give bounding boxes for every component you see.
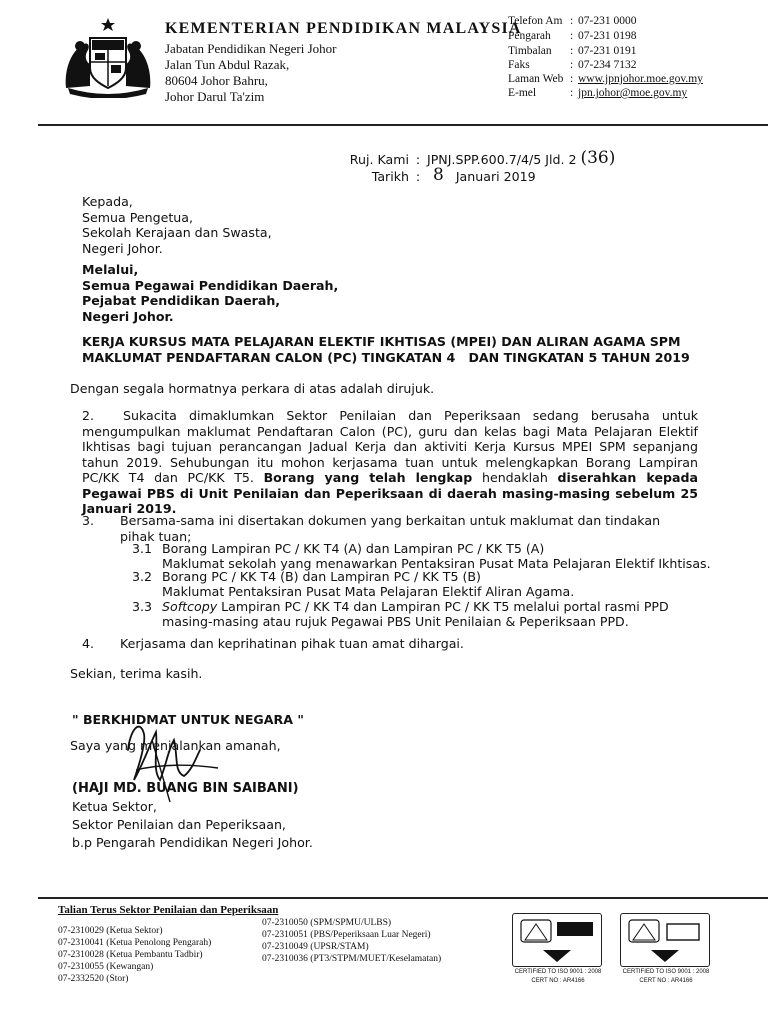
sub-item-title: Borang PC / KK T4 (B) dan Lampiran PC / KK T5 (B) xyxy=(162,569,481,584)
via-line: Pejabat Pendidikan Daerah, xyxy=(82,293,281,308)
footer-phone-line: 07-2310041 (Ketua Penolong Pengarah) xyxy=(58,938,212,948)
footer-phone-line: 07-2310036 (PT3/STPM/MUET/Keselamatan) xyxy=(262,954,442,964)
motto: " BERKHIDMAT UNTUK NEGARA " xyxy=(72,712,304,727)
contact-label: Pengarah xyxy=(508,30,551,42)
address-line: Johor Darul Ta'zim xyxy=(165,89,265,104)
footer-phone-list xyxy=(58,925,211,985)
letter-subject xyxy=(82,334,692,365)
paragraph-text: Sukacita dimaklumkan Sektor Penilaian dan Peperiksaan sedang berusaha untuk mengumpulkan maklumat Pendaftaran Calon (PC), guru dan kelas bagi Mata Pelajaran Elektif Ikhtisas bagi tujuan perancangan Jadual Kerja dan aktiviti Kerja Kursus MPEI SPM sepanjang tahun 2019. Sehubungan itu mohon kerjasama tuan untuk melengkapkan Borang Lampiran PC/KK T4 dan PC/KK T5. xyxy=(82,408,698,485)
footer-phone-line: 07-2310050 (SPM/SPMU/ULBS) xyxy=(262,918,392,928)
contact-label: Laman Web xyxy=(508,73,564,85)
footer-phone-line: 07-2310049 (UPSR/STAM) xyxy=(262,942,369,952)
paragraph-3: Bersama-sama ini disertakan dokumen yang berkaitan untuk maklumat dan tindakan pihak tuan; xyxy=(120,513,661,544)
contact-value: 07-231 0000 xyxy=(578,15,637,27)
signoff-line: Saya yang menjalankan amanah, xyxy=(70,738,281,753)
address-line: Jabatan Pendidikan Negeri Johor xyxy=(165,41,337,56)
sub-item-number: 3.1 xyxy=(132,541,153,556)
footer-phone-line: 07-2310051 (PBS/Peperiksaan Luar Negeri) xyxy=(262,930,431,940)
footer-phone-line: 07-2310055 (Kewangan) xyxy=(58,962,154,972)
ref-label: Ruj. Kami xyxy=(349,152,409,167)
footer-title: Talian Terus Sektor Penilaian dan Peperiksaan xyxy=(58,904,279,916)
via-line: Negeri Johor. xyxy=(82,308,174,324)
contact-label: Telefon Am xyxy=(508,15,563,27)
recipient-line: Semua Pengetua, xyxy=(82,209,193,225)
contact-separator: : xyxy=(570,45,574,57)
address-line: 80604 Johor Bahru, xyxy=(165,73,268,88)
footer-phone-list xyxy=(262,917,441,965)
email-link[interactable]: jpn.johor@moe.gov.my xyxy=(578,87,688,99)
ministry-name: KEMENTERIAN PENDIDIKAN MALAYSIA xyxy=(165,20,522,37)
cert-caption: CERTIFIED TO ISO 9001 : 2008 xyxy=(622,969,710,975)
via-line: Semua Pegawai Pendidikan Daerah, xyxy=(82,277,339,293)
sub-item-number: 3.3 xyxy=(132,599,153,614)
footer-phone-line: 07-2310028 (Ketua Pembantu Tadbir) xyxy=(58,950,203,960)
subject-line: MAKLUMAT PENDAFTARAN CALON (PC) TINGKATAN 4 DAN TINGKATAN 5 TAHUN 2019 xyxy=(82,349,690,365)
salutation: Dengan segala hormatnya perkara di atas adalah dirujuk. xyxy=(70,381,435,396)
signer-name: (HAJI MD. BUANG BIN SAIBANI) xyxy=(72,781,299,796)
quality-system-icon xyxy=(513,914,601,966)
paragraph-number: 3. xyxy=(82,513,95,528)
ref-value: JPNJ.SPP.600.7/4/5 Jld. 2 xyxy=(427,152,577,167)
sub-item-number: 3.2 xyxy=(132,569,153,584)
date-handwritten-day: 8 xyxy=(433,165,444,185)
paragraph-text: hendaklah xyxy=(472,470,558,485)
paragraph-bold-text: Borang yang telah lengkap xyxy=(263,470,473,485)
header-divider xyxy=(38,124,768,126)
sub-item-italic: Softcopy xyxy=(162,599,218,614)
paragraph-bold-text: diserahkan kepada Pegawai PBS di Unit Penilaian dan Peperiksaan di daerah masing-masing sebelum 25 Januari 2019. xyxy=(82,470,699,516)
date-separator: : xyxy=(415,169,421,184)
cert-caption: CERTIFIED TO ISO 9001 : 2008 xyxy=(514,969,602,975)
reference-block xyxy=(347,148,616,185)
sub-item-title: Borang Lampiran PC / KK T4 (A) dan Lampiran PC / KK T5 (A) xyxy=(162,541,545,556)
quality-system-icon xyxy=(621,914,709,966)
sub-item-description: Maklumat sekolah yang menawarkan Pentaksiran Pusat Mata Pelajaran Elektif Ikhtisas. xyxy=(162,556,711,571)
contact-value: 07-231 0191 xyxy=(578,45,637,57)
paragraph-2 xyxy=(82,408,698,517)
paragraph-4: Kerjasama dan keprihatinan pihak tuan amat dihargai. xyxy=(120,636,464,651)
address-line: Jalan Tun Abdul Razak, xyxy=(165,57,290,72)
contact-label: Timbalan xyxy=(508,45,552,57)
signer-title: Sektor Penilaian dan Peperiksaan, xyxy=(72,817,286,832)
contact-label: Faks xyxy=(508,59,530,71)
contact-label: E-mel xyxy=(508,87,537,99)
closing-line: Sekian, terima kasih. xyxy=(70,666,203,681)
recipient-block xyxy=(82,194,272,256)
contact-value: 07-234 7132 xyxy=(578,59,637,71)
coat-of-arms-logo xyxy=(58,16,158,98)
paragraph-number: 2. xyxy=(82,408,95,423)
sub-item-description: Maklumat Pentaksiran Pusat Mata Pelajaran Elektif Aliran Agama. xyxy=(162,584,575,599)
date-label: Tarikh xyxy=(371,169,409,184)
signer-title: b.p Pengarah Pendidikan Negeri Johor. xyxy=(72,835,313,850)
recipient-line: Sekolah Kerajaan dan Swasta, xyxy=(82,225,272,240)
via-block xyxy=(82,262,338,324)
sub-item-title-text: Lampiran PC / KK T4 dan Lampiran PC / KK T5 melalui portal rasmi PPD xyxy=(217,599,669,614)
signer-title: Ketua Sektor, xyxy=(72,799,157,814)
contact-separator: : xyxy=(570,15,574,27)
quality-system-badge xyxy=(512,913,602,967)
sub-item-title xyxy=(162,599,669,614)
ref-separator: : xyxy=(415,152,421,167)
via-line: Melalui, xyxy=(82,262,139,277)
cert-number: CERT NO : AR4166 xyxy=(639,978,693,984)
paragraph-number: 4. xyxy=(82,636,95,651)
footer-phone-line: 07-2310029 (Ketua Sektor) xyxy=(58,926,163,936)
website-link[interactable]: www.jpnjohor.moe.gov.my xyxy=(578,73,704,85)
recipient-line: Kepada, xyxy=(82,194,133,209)
iso-certification-mark xyxy=(512,913,604,985)
ref-handwritten-number: (36) xyxy=(580,148,616,168)
date-value: Januari 2019 xyxy=(455,169,536,184)
footer-phone-line: 07-2332520 (Stor) xyxy=(58,974,129,984)
cert-number: CERT NO : AR4166 xyxy=(531,978,585,984)
contact-separator: : xyxy=(570,30,574,42)
contact-separator: : xyxy=(570,87,574,99)
contact-separator: : xyxy=(570,59,574,71)
sub-item-description: masing-masing atau rujuk Pegawai PBS Unit Penilaian & Peperiksaan PPD. xyxy=(162,614,629,629)
recipient-line: Negeri Johor. xyxy=(82,240,163,256)
contact-separator: : xyxy=(570,73,574,85)
contact-value: 07-231 0198 xyxy=(578,30,637,42)
iso-certification-mark xyxy=(620,913,712,985)
subject-line: KERJA KURSUS MATA PELAJARAN ELEKTIF IKHTISAS (MPEI) DAN ALIRAN AGAMA SPM xyxy=(82,334,681,349)
footer-divider xyxy=(38,897,768,899)
quality-system-badge xyxy=(620,913,710,967)
